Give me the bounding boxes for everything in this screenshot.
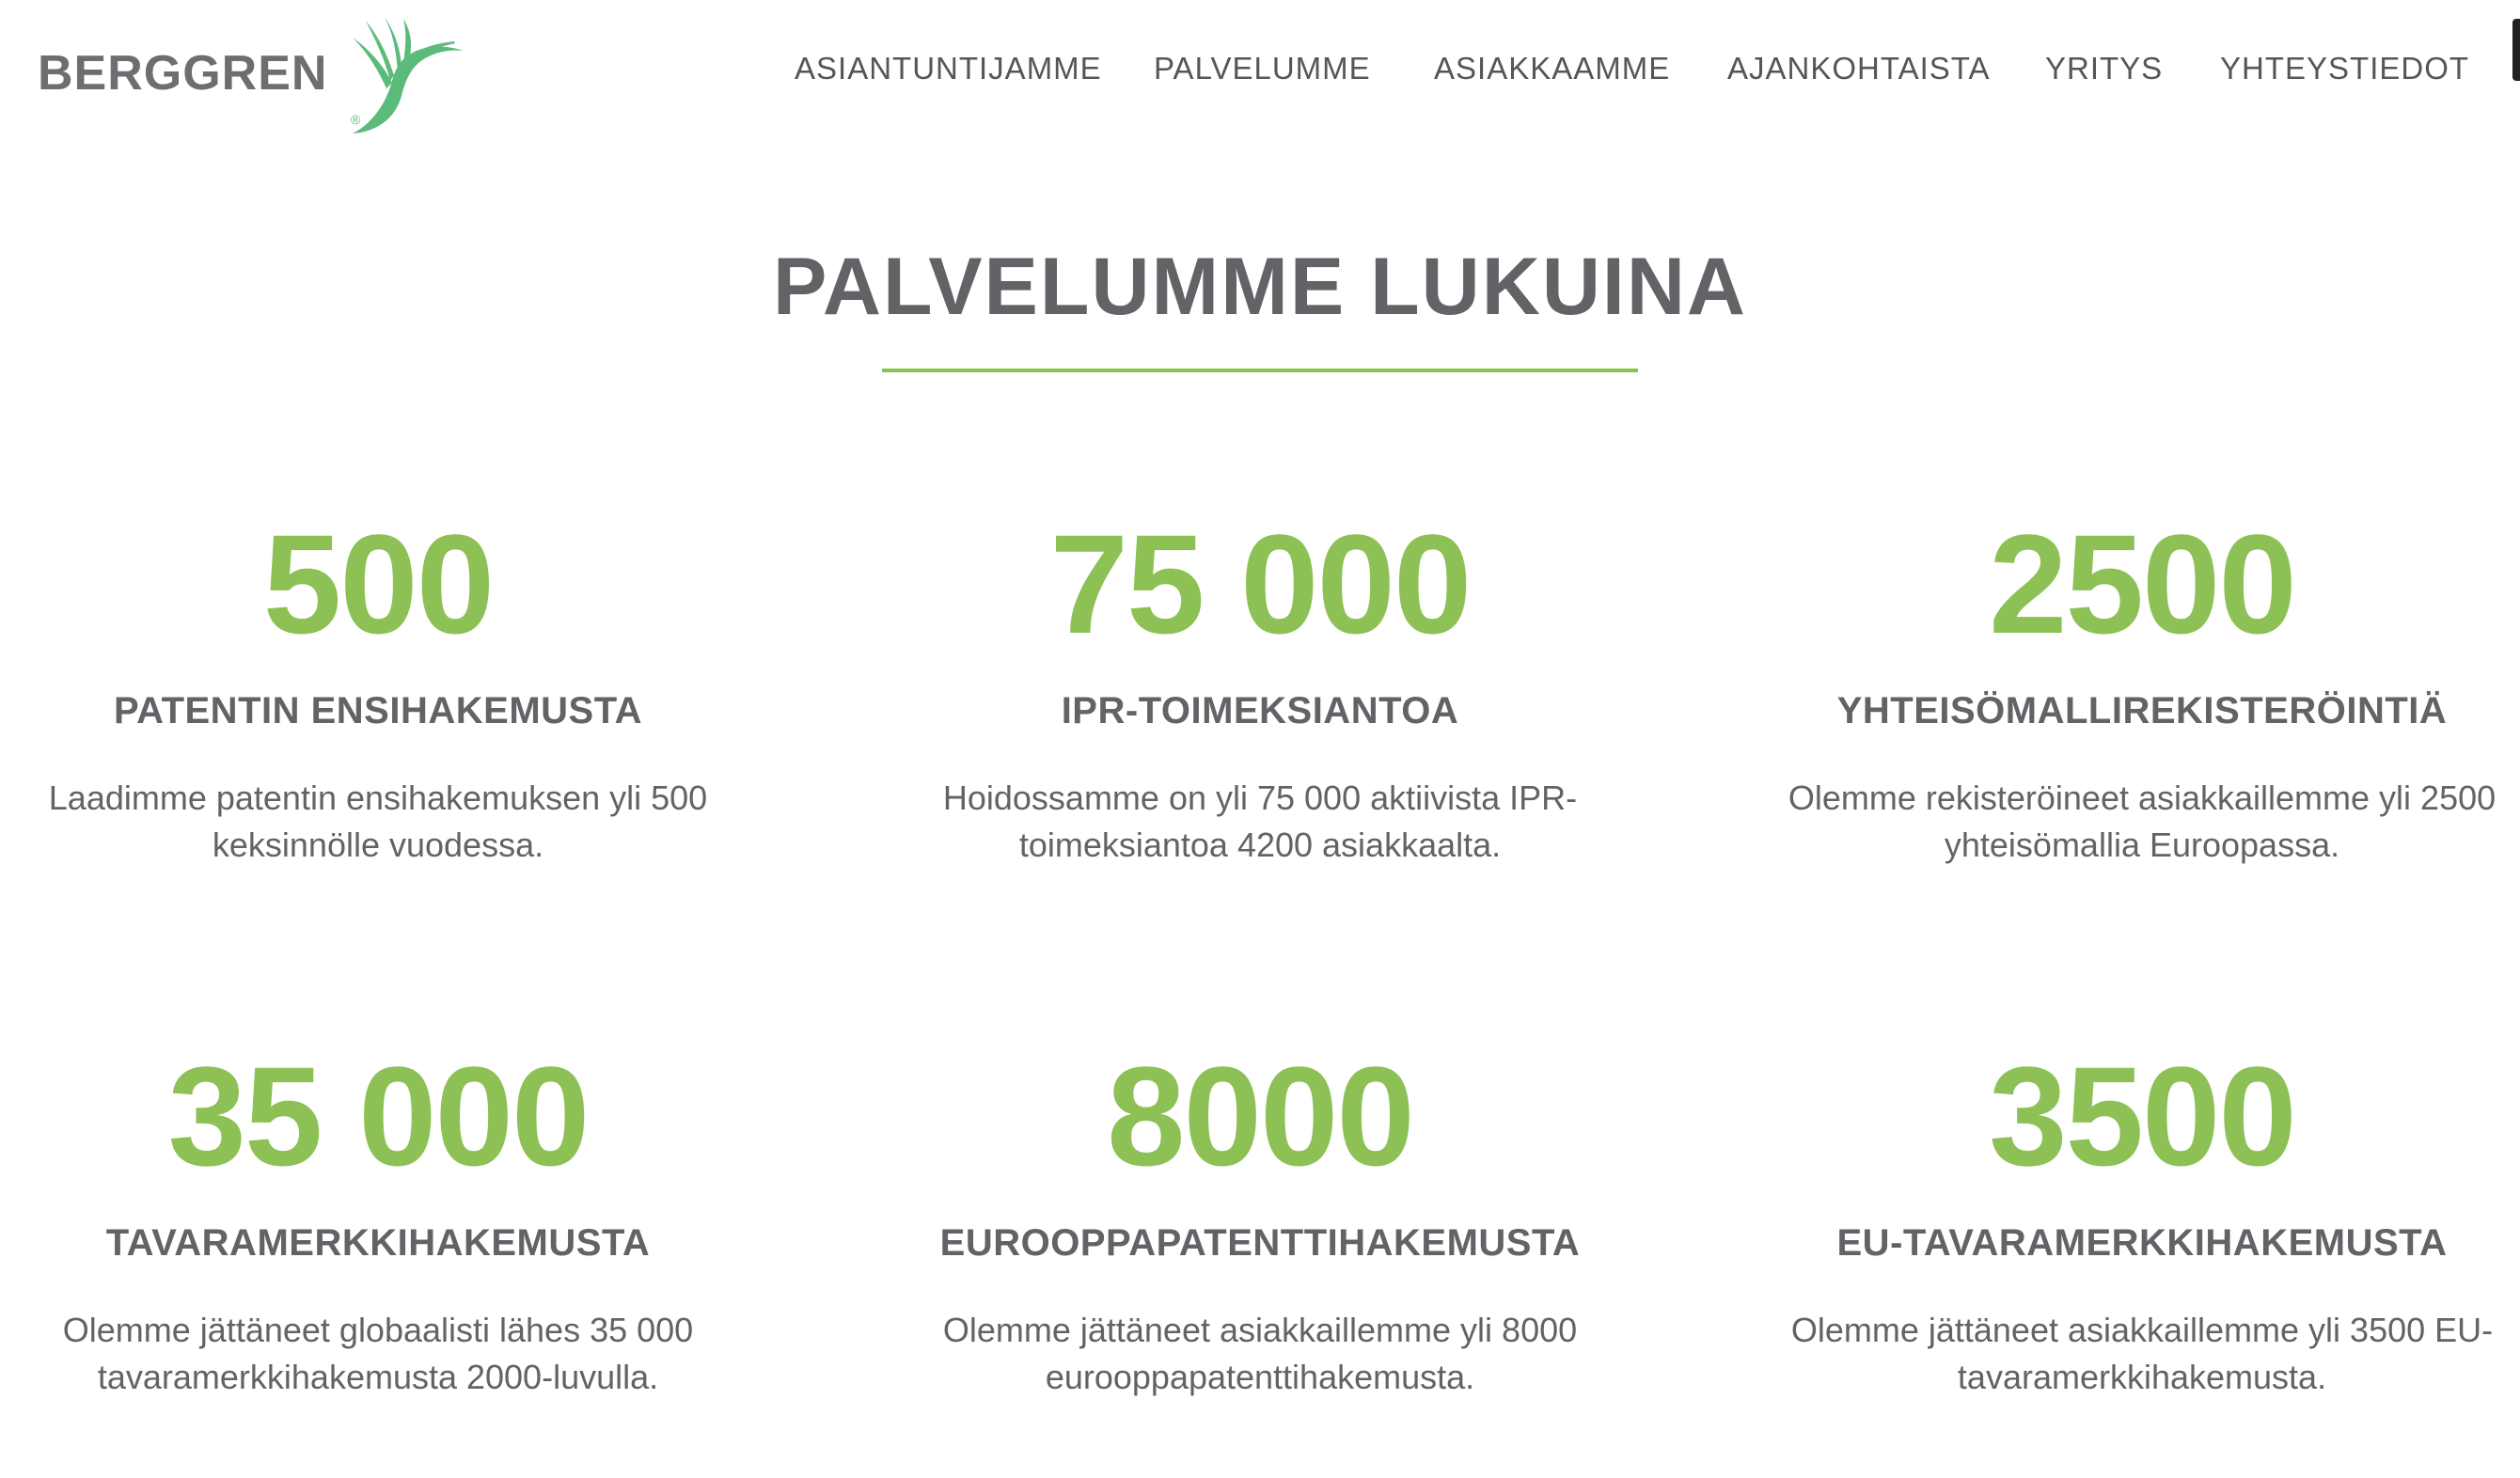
stat-number: 35 000 (167, 1037, 589, 1195)
nav-item-yritys[interactable]: YRITYS (2045, 51, 2164, 86)
site-header (0, 0, 2520, 141)
stat-card (11, 1037, 745, 1401)
stat-label: IPR-TOIMEKSIANTOA (1061, 690, 1459, 731)
stat-card (893, 1037, 1627, 1401)
stat-label: EU-TAVARAMERKKIHAKEMUSTA (1836, 1222, 2448, 1264)
title-underline (882, 369, 1638, 372)
section-title: PALVELUMME LUKUINA (772, 242, 1748, 332)
nav-item-asiakkaamme[interactable]: ASIAKKAAMME (1434, 51, 1671, 86)
stat-description: Laadimme patentin ensihakemuksen yli 500 keksinnölle vuodessa. (48, 778, 708, 864)
stat-number: 500 (262, 505, 494, 663)
edge-handle (2512, 19, 2520, 81)
nav-item-asiantuntijamme[interactable]: ASIANTUNTIJAMME (795, 51, 1102, 86)
stat-description: Olemme jättäneet globaalisti lähes 35 000 tavaramerkkihakemusta 2000-luvulla. (62, 1311, 694, 1396)
stat-description: Olemme jättäneet asiakkaillemme yli 8000 eurooppapatenttihakemusta. (942, 1311, 1578, 1396)
stat-card (893, 505, 1627, 869)
stat-label: PATENTIN ENSIHAKEMUSTA (113, 690, 643, 731)
stat-label: EUROOPPAPATENTTIHAKEMUSTA (939, 1222, 1581, 1264)
nav-item-palvelumme[interactable]: PALVELUMME (1154, 51, 1371, 86)
stat-number: 2500 (1989, 505, 2295, 663)
stat-number: 75 000 (1049, 505, 1471, 663)
stat-label: YHTEISÖMALLIREKISTERÖINTIÄ (1836, 690, 2448, 731)
stat-description: Olemme jättäneet asiakkaillemme yli 3500 EU-tavaramerkkihakemusta. (1790, 1311, 2494, 1396)
stat-card (1775, 1037, 2509, 1401)
stat-description: Olemme rekisteröineet asiakkaillemme yli 2500 yhteisömallia Euroopassa. (1788, 778, 2496, 864)
stat-label: TAVARAMERKKIHAKEMUSTA (105, 1222, 651, 1264)
nav-item-ajankohtaista[interactable]: AJANKOHTAISTA (1727, 51, 1991, 86)
stat-number: 3500 (1989, 1037, 2295, 1195)
registered-mark: ® (351, 112, 361, 127)
stat-card (11, 505, 745, 869)
nav-item-yhteystiedot[interactable]: YHTEYSTIEDOT (2220, 51, 2470, 86)
logo-wordmark: BERGGREN (38, 46, 328, 101)
stat-description: Hoidossamme on yli 75 000 aktiivista IPR-toimeksiantoa 4200 asiakkaalta. (942, 778, 1578, 864)
stat-number: 8000 (1107, 1037, 1413, 1195)
stat-card (1775, 505, 2509, 869)
main-navigation (0, 45, 2520, 92)
